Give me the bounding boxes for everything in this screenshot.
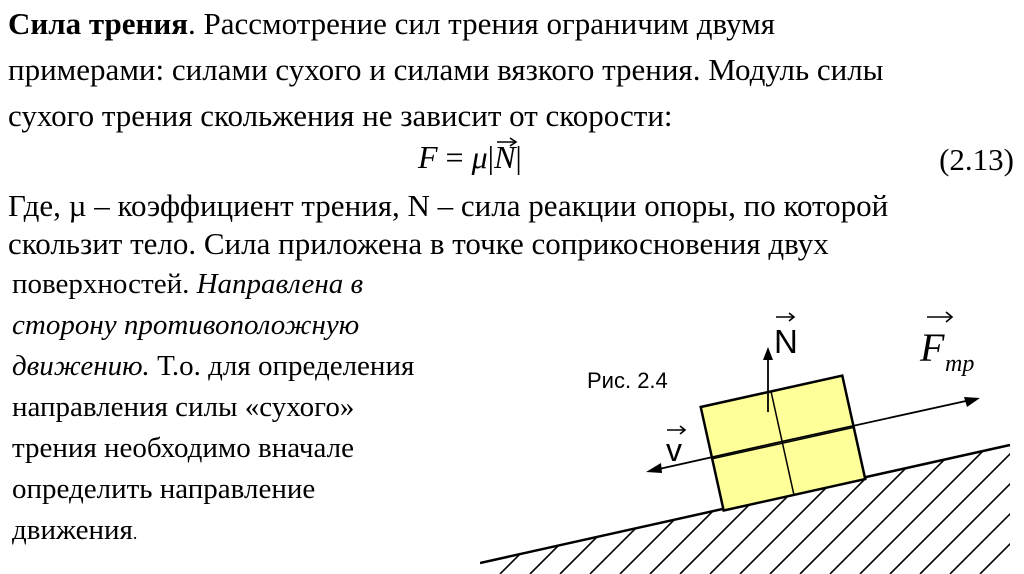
label-f-friction [919,312,974,377]
term-friction-force: Сила трения [8,6,188,41]
velocity-arrowhead-icon [646,463,662,473]
label-n [774,313,798,360]
side-row-3 [12,346,492,387]
side-row-7-dot: . [132,523,138,543]
paragraph-line-5: скользит тело. Сила приложена в точке соприкосновения двух [8,226,829,261]
formula-bar-right: | [515,139,522,175]
label-f-text: F [920,325,945,370]
friction-arrowhead-icon [964,397,980,407]
side-text-column [12,264,492,554]
formula-vector-n-letter: N [494,139,516,175]
side-row-1 [12,264,492,305]
paragraph-line-2: примерами: силами сухого и силами вязкого трения. Модуль силы [8,52,884,87]
paragraph-line-3: сухого трения скольжения не зависит от скорости: [8,98,673,133]
side-row-7-text: движения [12,514,133,546]
label-v-text: v [666,432,682,468]
side-row-4: направления силы «сухого» [12,391,355,423]
side-row-3-plain: Т.о. для определения [149,350,415,382]
side-row-2: сторону противоположную [12,309,360,341]
inclined-plane-figure [480,305,1024,574]
label-n-text: N [774,323,798,360]
formula-bar-left: | [487,139,495,175]
normal-arrowhead-icon [763,347,773,360]
label-v [666,426,685,468]
label-f-subscript: тр [945,351,975,377]
paragraph-line-4: Где, µ – коэффициент трения, N – сила реакции опоры, по которой [8,188,889,223]
formula-equals: = [437,139,472,175]
friction-formula [418,137,522,177]
side-row-6: определить направление [12,473,316,505]
vector-arrow-icon [496,135,518,147]
formula-mu: μ [471,139,488,175]
side-row-1-plain: поверхностей. [12,268,190,300]
figure-caption: Рис. 2.4 [587,368,668,393]
line-1-text: . Рассмотрение сил трения ограничим двумя [188,6,776,41]
formula-vector-n [494,137,515,177]
side-row-3-italic: движению. [12,350,150,382]
side-row-1-italic: Направлена в [189,268,364,300]
side-row-5: трения необходимо вначале [12,432,354,464]
equation-number: (2.13) [939,142,1014,177]
paragraph-line-1 [8,4,775,44]
sliding-block [701,376,866,511]
side-row-7 [12,510,492,554]
formula-lhs: F [418,139,438,175]
